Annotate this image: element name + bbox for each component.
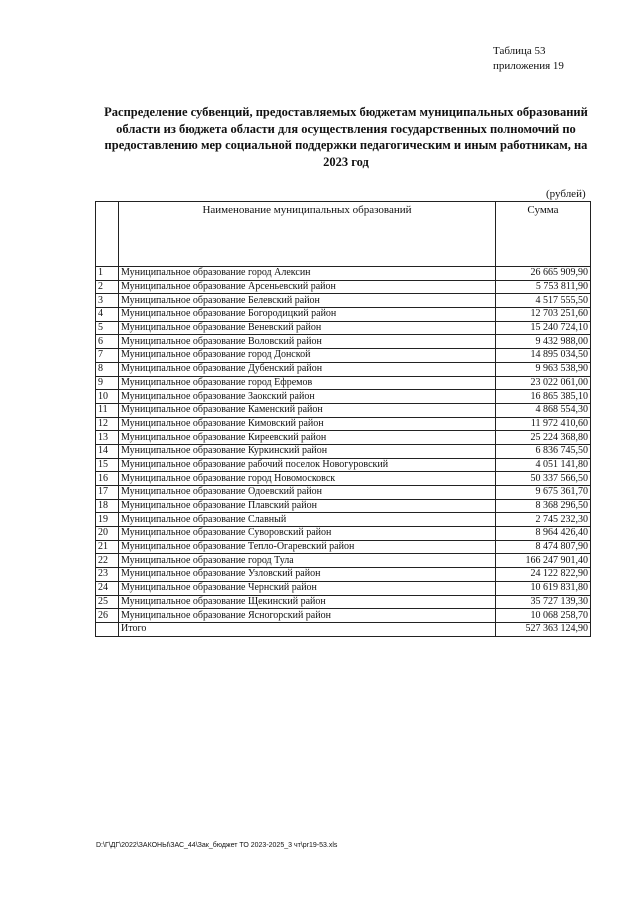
- caption-table-number: Таблица 53: [493, 45, 546, 57]
- row-sum: 10 068 258,70: [496, 609, 591, 623]
- total-label: Итого: [119, 622, 496, 636]
- table-row: [96, 595, 591, 609]
- row-number: 21: [96, 540, 119, 554]
- row-sum: 2 745 232,30: [496, 513, 591, 527]
- row-sum: 23 022 061,00: [496, 376, 591, 390]
- row-number: 24: [96, 581, 119, 595]
- row-name: Муниципальное образование город Новомосковск: [119, 472, 496, 486]
- row-sum: 24 122 822,90: [496, 568, 591, 582]
- units-label: (рублей): [546, 188, 586, 200]
- table-row: [96, 444, 591, 458]
- row-sum: 6 836 745,50: [496, 444, 591, 458]
- row-number: 20: [96, 527, 119, 541]
- row-number: 15: [96, 458, 119, 472]
- row-number: 5: [96, 321, 119, 335]
- row-number: 16: [96, 472, 119, 486]
- row-number: 6: [96, 335, 119, 349]
- table-row: [96, 335, 591, 349]
- row-sum: 50 337 566,50: [496, 472, 591, 486]
- row-number: 2: [96, 280, 119, 294]
- table-row: [96, 472, 591, 486]
- document-title: Распределение субвенций, предоставляемых бюджетам муниципальных образований области из бюджета области для осуществления государственных полномочий по предоставлению мер социальной поддержки педагогическим и иным работникам, на 2023 год: [104, 105, 588, 169]
- row-sum: 12 703 251,60: [496, 308, 591, 322]
- table-row: [96, 431, 591, 445]
- row-name: Муниципальное образование Одоевский район: [119, 486, 496, 500]
- row-sum: 4 517 555,50: [496, 294, 591, 308]
- row-sum: 35 727 139,30: [496, 595, 591, 609]
- row-sum: 4 051 141,80: [496, 458, 591, 472]
- header-number-cell: [96, 202, 119, 267]
- row-name: Муниципальное образование Куркинский район: [119, 444, 496, 458]
- header-sum-cell: Сумма: [496, 202, 591, 267]
- caption-appendix: приложения 19: [493, 60, 564, 72]
- row-number: 25: [96, 595, 119, 609]
- row-name: Муниципальное образование Славный: [119, 513, 496, 527]
- table-row: [96, 280, 591, 294]
- row-number: 13: [96, 431, 119, 445]
- row-name: Муниципальное образование Ясногорский район: [119, 609, 496, 623]
- row-number: 26: [96, 609, 119, 623]
- row-sum: 26 665 909,90: [496, 267, 591, 281]
- total-row: [96, 622, 591, 636]
- row-name: Муниципальное образование город Ефремов: [119, 376, 496, 390]
- row-number: 19: [96, 513, 119, 527]
- row-sum: 16 865 385,10: [496, 390, 591, 404]
- row-sum: 5 753 811,90: [496, 280, 591, 294]
- row-number: 23: [96, 568, 119, 582]
- table-row: [96, 554, 591, 568]
- row-name: Муниципальное образование Щекинский район: [119, 595, 496, 609]
- table-header-row: [96, 202, 591, 267]
- table-row: [96, 458, 591, 472]
- table-row: [96, 390, 591, 404]
- row-sum: 166 247 901,40: [496, 554, 591, 568]
- row-sum: 4 868 554,30: [496, 403, 591, 417]
- row-number: 1: [96, 267, 119, 281]
- row-name: Муниципальное образование Суворовский район: [119, 527, 496, 541]
- table-row: [96, 540, 591, 554]
- table-row: [96, 568, 591, 582]
- row-name: Муниципальное образование рабочий поселок Новогуровский: [119, 458, 496, 472]
- row-sum: 9 675 361,70: [496, 486, 591, 500]
- table-row: [96, 499, 591, 513]
- row-number: 17: [96, 486, 119, 500]
- row-number: 18: [96, 499, 119, 513]
- row-name: Муниципальное образование Воловский район: [119, 335, 496, 349]
- table-row: [96, 362, 591, 376]
- table-row: [96, 267, 591, 281]
- row-name: Муниципальное образование Кимовский район: [119, 417, 496, 431]
- table-row: [96, 294, 591, 308]
- table-row: [96, 527, 591, 541]
- row-name: Муниципальное образование Дубенский район: [119, 362, 496, 376]
- row-name: Муниципальное образование город Алексин: [119, 267, 496, 281]
- table-row: [96, 321, 591, 335]
- row-number: 4: [96, 308, 119, 322]
- row-number: 10: [96, 390, 119, 404]
- table-row: [96, 417, 591, 431]
- row-name: Муниципальное образование город Тула: [119, 554, 496, 568]
- row-name: Муниципальное образование Плавский район: [119, 499, 496, 513]
- row-sum: 8 964 426,40: [496, 527, 591, 541]
- total-number-cell: [96, 622, 119, 636]
- row-name: Муниципальное образование Киреевский район: [119, 431, 496, 445]
- row-number: 8: [96, 362, 119, 376]
- table-row: [96, 609, 591, 623]
- row-name: Муниципальное образование Чернский район: [119, 581, 496, 595]
- row-number: 22: [96, 554, 119, 568]
- table-row: [96, 403, 591, 417]
- header-name-cell: Наименование муниципальных образований: [119, 202, 496, 267]
- row-name: Муниципальное образование Белевский район: [119, 294, 496, 308]
- row-name: Муниципальное образование Каменский район: [119, 403, 496, 417]
- file-path-footer: D:\Г\ДГ\2022\ЗАКОНЫ\ЗАС_44\Зак_бюджет ТО 2023-2025_3 чт\pr19-53.xls: [96, 842, 338, 849]
- row-name: Муниципальное образование Веневский район: [119, 321, 496, 335]
- row-name: Муниципальное образование Арсеньевский район: [119, 280, 496, 294]
- row-number: 12: [96, 417, 119, 431]
- row-sum: 9 963 538,90: [496, 362, 591, 376]
- row-sum: 15 240 724,10: [496, 321, 591, 335]
- distribution-table: [95, 201, 591, 637]
- table-row: [96, 513, 591, 527]
- row-number: 7: [96, 349, 119, 363]
- row-name: Муниципальное образование город Донской: [119, 349, 496, 363]
- table-caption: [493, 44, 564, 74]
- row-number: 14: [96, 444, 119, 458]
- row-number: 9: [96, 376, 119, 390]
- row-sum: 8 368 296,50: [496, 499, 591, 513]
- row-sum: 10 619 831,80: [496, 581, 591, 595]
- row-name: Муниципальное образование Богородицкий район: [119, 308, 496, 322]
- row-name: Муниципальное образование Заокский район: [119, 390, 496, 404]
- row-name: Муниципальное образование Тепло-Огаревский район: [119, 540, 496, 554]
- row-name: Муниципальное образование Узловский район: [119, 568, 496, 582]
- row-sum: 25 224 368,80: [496, 431, 591, 445]
- row-sum: 11 972 410,60: [496, 417, 591, 431]
- row-sum: 14 895 034,50: [496, 349, 591, 363]
- table-row: [96, 308, 591, 322]
- row-sum: 9 432 988,00: [496, 335, 591, 349]
- table-row: [96, 581, 591, 595]
- row-number: 3: [96, 294, 119, 308]
- table-row: [96, 349, 591, 363]
- total-sum: 527 363 124,90: [496, 622, 591, 636]
- row-sum: 8 474 807,90: [496, 540, 591, 554]
- row-number: 11: [96, 403, 119, 417]
- table-row: [96, 376, 591, 390]
- table-row: [96, 486, 591, 500]
